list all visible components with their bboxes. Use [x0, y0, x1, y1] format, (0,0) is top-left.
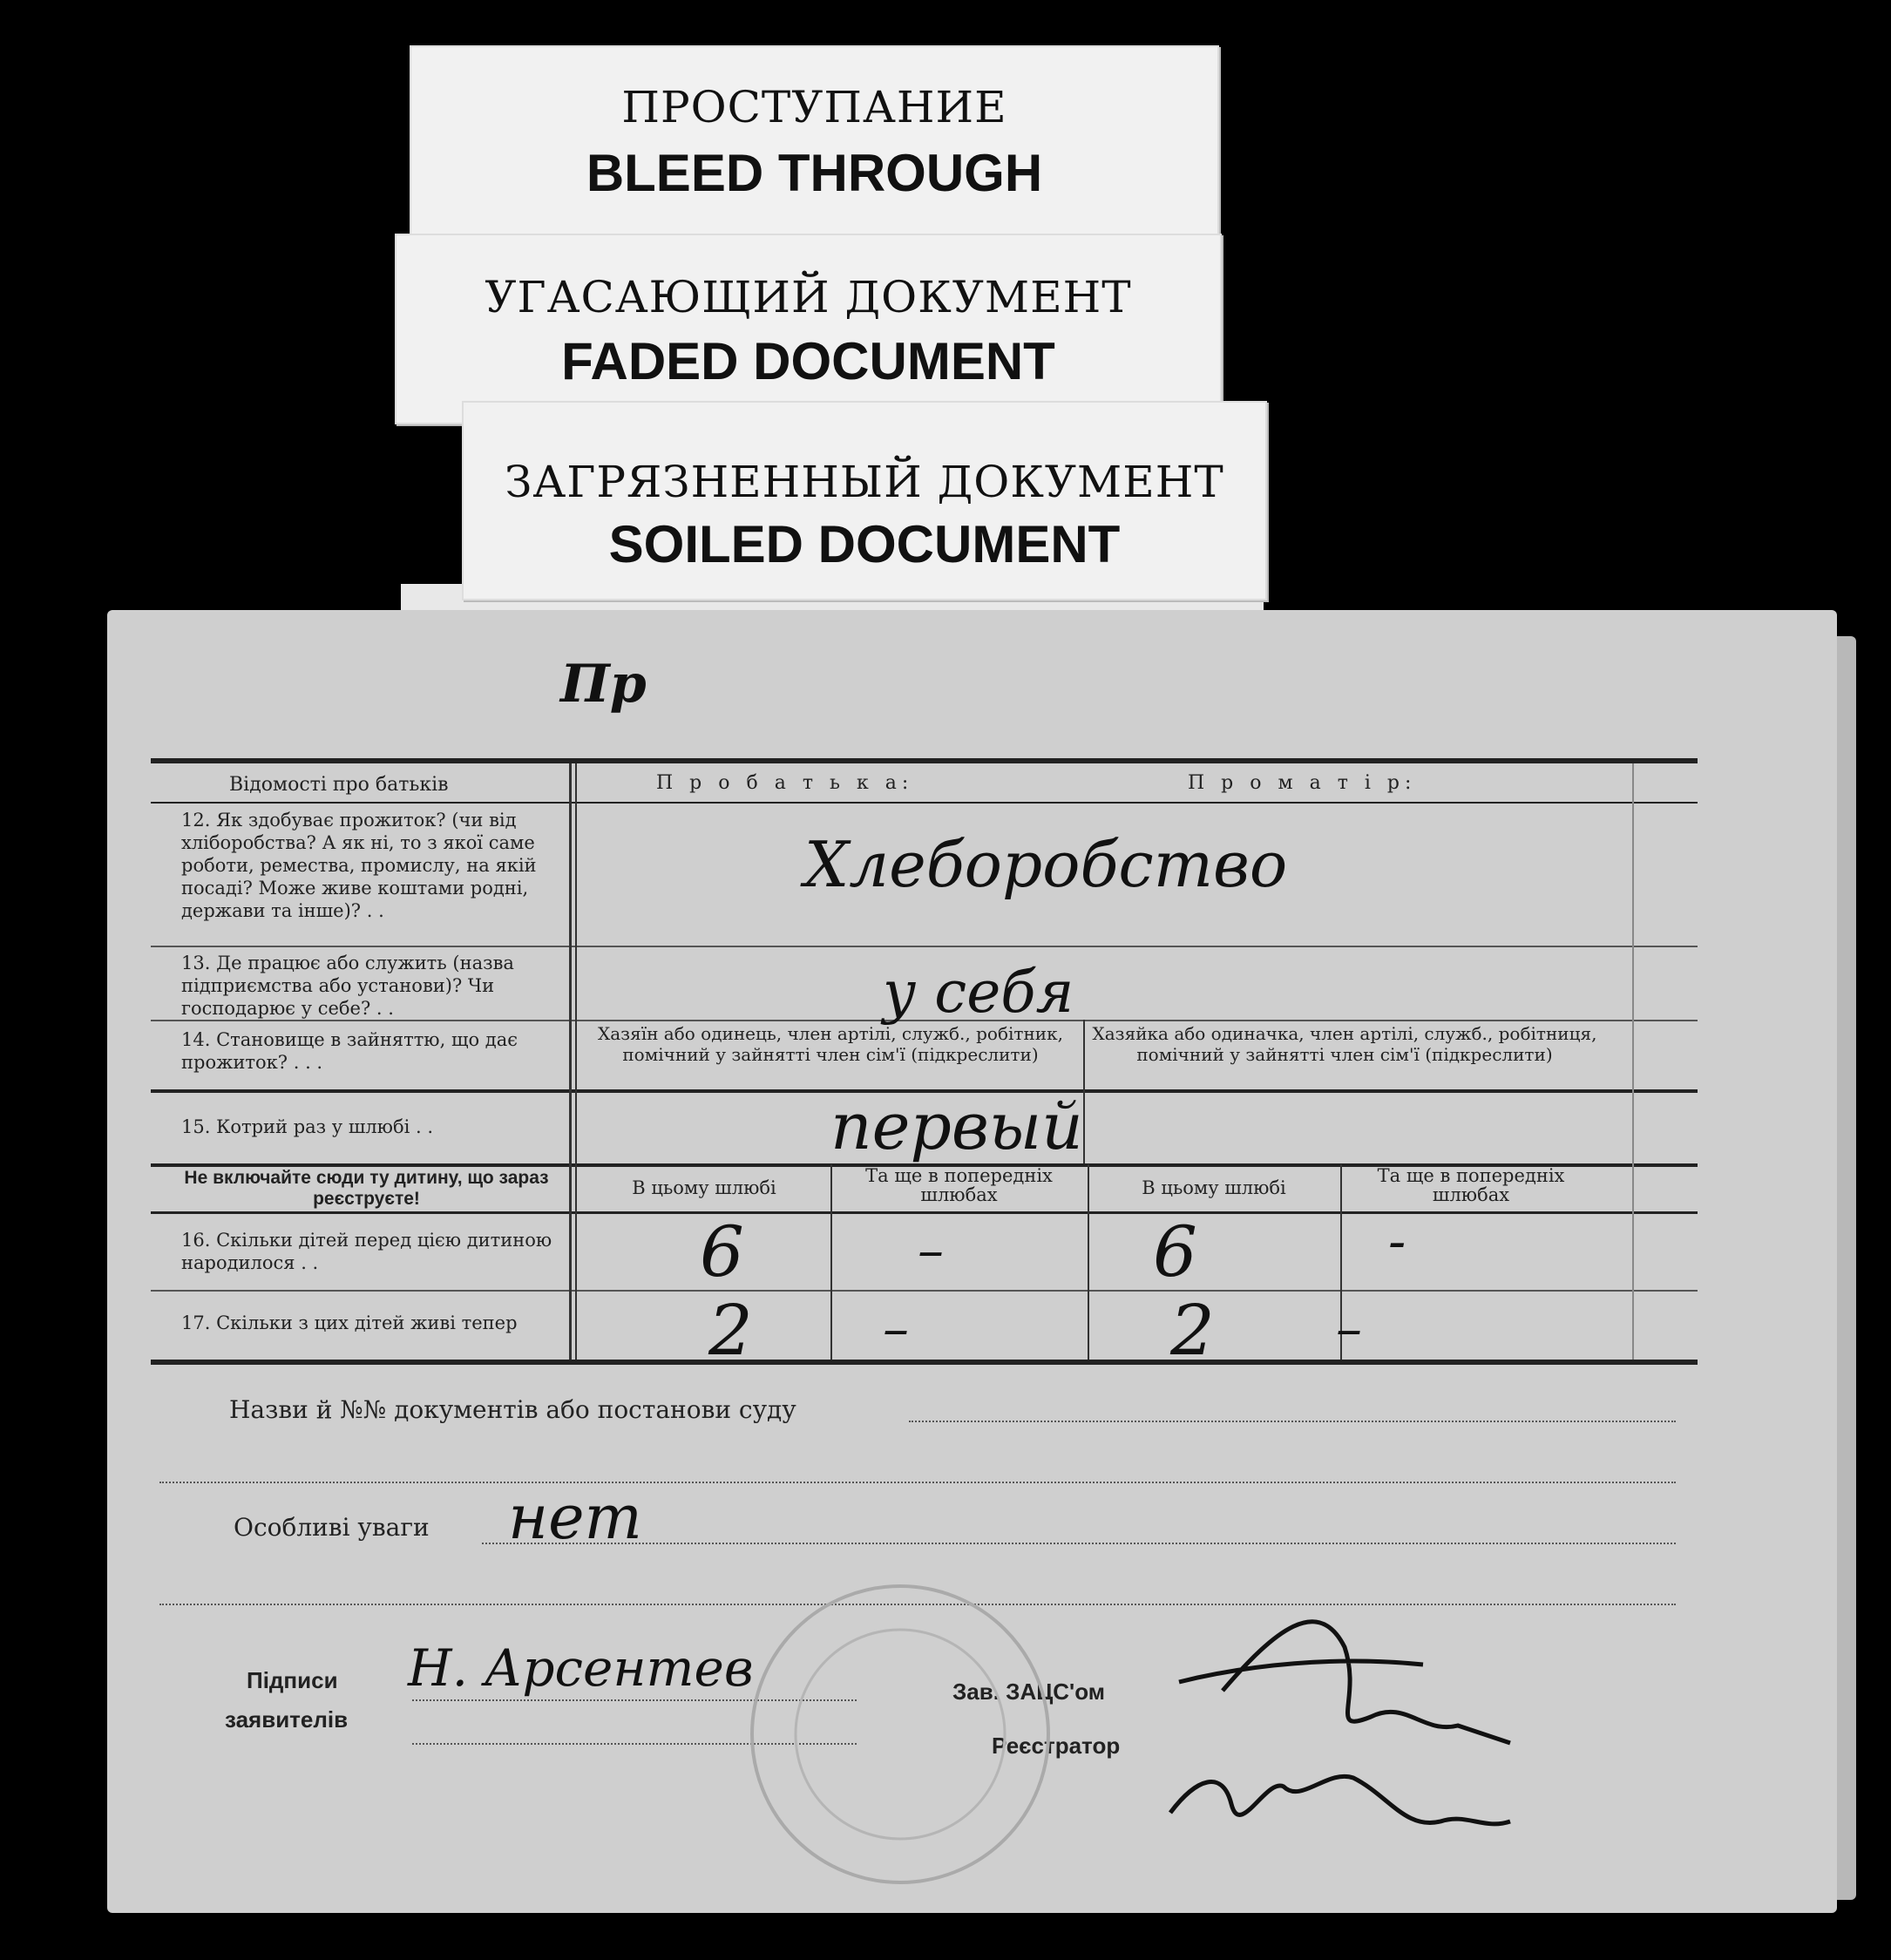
answer-17-mother-prev: – — [1336, 1299, 1362, 1360]
answer-16-father-this: 6 — [700, 1211, 744, 1292]
col-mother-prev: Та ще в попередніх шлюбах — [1377, 1165, 1565, 1205]
bleed-through-label — [410, 45, 1219, 254]
faded-document-ru: УГАСАЮЩИЙ ДОКУМЕНТ — [485, 272, 1132, 322]
question-16: 16. Скільки дітей перед цією дитиною народилося . . — [181, 1230, 552, 1273]
top-mark: Пр — [560, 654, 647, 715]
bleed-through-ru: ПРОСТУПАНИЕ — [621, 82, 1007, 132]
question-14: 14. Становище в зайняттю, що дає прожиток? . . . — [181, 1029, 518, 1073]
answer-16-mother-this: 6 — [1153, 1211, 1197, 1292]
official-signatures — [1144, 1560, 1597, 1874]
question-13: 13. Де працює або служить (назва підприємства або установи)? Чи господарює у себе? . . — [181, 953, 514, 1019]
table-top-rule — [151, 758, 1698, 763]
documents-label: Назви й №№ документів або постанови суду — [229, 1395, 796, 1424]
answer-15: первый — [830, 1089, 1083, 1164]
notes-value: нет — [508, 1482, 642, 1553]
registrar-label: Реєстратор — [992, 1733, 1121, 1759]
answer-12: Хлеборобство — [804, 828, 1288, 901]
warning-note: Не включайте сюди ту дитину, що зараз реєструєте! — [184, 1168, 549, 1209]
mother-header: П р о м а т і р: — [1188, 772, 1417, 794]
bleed-through-en: BLEED THROUGH — [586, 144, 1043, 202]
signatures-label-1: Підписи — [247, 1667, 338, 1693]
answer-17-father-this: 2 — [708, 1290, 753, 1371]
notes-label: Особливі уваги — [234, 1513, 430, 1542]
answer-17-father-prev: – — [883, 1299, 909, 1360]
question-14-mother-options: Хазяйка або одиначка, член артілі, служб., робітниця, помічний у зайнятті член сім'ї (підкреслити) — [1092, 1023, 1597, 1065]
table-bottom-rule — [151, 1360, 1698, 1365]
answer-17-mother-this: 2 — [1170, 1290, 1215, 1371]
answer-16-father-prev: – — [918, 1220, 944, 1281]
soiled-document-en: SOILED DOCUMENT — [608, 515, 1121, 573]
father-header: П р о б а т ь к а: — [656, 772, 914, 794]
answer-13: у себя — [883, 959, 1074, 1026]
question-12: 12. Як здобуває прожиток? (чи від хліборобства? А як ні, то з якої саме роботи, ремества, промислу, на якій посаді? Може живе коштами родні, держави та інше)? . . — [181, 810, 537, 921]
answer-16-mother-prev: - — [1388, 1211, 1406, 1272]
parents-header: Відомості про батьків — [229, 774, 449, 796]
soiled-document-label — [462, 401, 1267, 600]
faded-document-label — [395, 234, 1222, 424]
col-mother-this: В цьому шлюбі — [1142, 1177, 1286, 1198]
registration-form — [107, 610, 1837, 1913]
question-17: 17. Скільки з цих дітей живі тепер — [181, 1312, 518, 1333]
col-father-this: В цьому шлюбі — [632, 1177, 776, 1198]
applicant-signature: Н. Арсентев — [408, 1638, 754, 1698]
question-14-father-options: Хазяїн або одинець, член артілі, служб., робітник, помічний у зайнятті член сім'ї (підкреслити) — [598, 1023, 1063, 1065]
official-stamp — [735, 1569, 1066, 1900]
soiled-document-ru: ЗАГРЯЗНЕННЫЙ ДОКУМЕНТ — [505, 457, 1224, 507]
col-father-prev: Та ще в попередніх шлюбах — [865, 1165, 1053, 1205]
question-15: 15. Котрий раз у шлюбі . . — [181, 1116, 434, 1137]
signatures-label-2: заявителів — [225, 1706, 349, 1733]
zags-head-label: Зав. ЗАЦС'ом — [952, 1679, 1105, 1705]
faded-document-en: FADED DOCUMENT — [561, 332, 1055, 390]
